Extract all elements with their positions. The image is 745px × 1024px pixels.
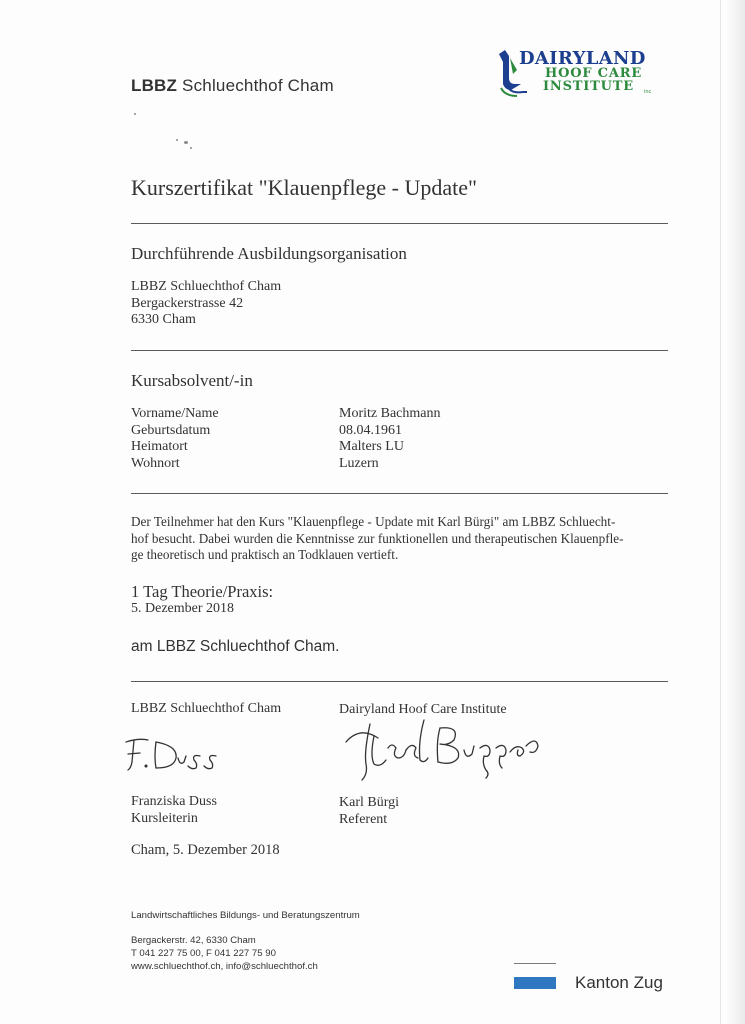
dairyland-logo: [497, 48, 657, 100]
field-value-birthdate: 08.04.1961: [339, 422, 402, 438]
description-line-1: Der Teilnehmer hat den Kurs "Klauenpflege - Update mit Karl Bürgi" am LBBZ Schluecht-: [131, 514, 616, 529]
field-label-birthdate: Geburtsdatum: [131, 422, 211, 438]
signature-duss: [118, 728, 228, 778]
canton-label: Kanton Zug: [575, 973, 663, 992]
description-line-2: hof besucht. Dabei wurden die Kenntnisse zur funktionellen und therapeutischen Klauenpfle-: [131, 530, 624, 546]
graduate-field-labels: [131, 406, 219, 472]
header-org-rest: Schluechthof Cham: [177, 76, 334, 95]
organisation-heading: Durchführende Ausbildungsorganisation: [131, 244, 407, 263]
logo-line-3: INSTITUTE: [543, 79, 634, 94]
divider: [131, 681, 668, 682]
field-value-hometown: Malters LU: [339, 439, 404, 454]
course-location: am LBBZ Schluechthof Cham.: [131, 638, 340, 655]
signature-left-org: LBBZ Schluechthof Cham: [131, 701, 282, 716]
signature-buergi: [340, 712, 550, 787]
signature-right-name: Karl Bürgi: [339, 795, 400, 810]
graduate-field-values: [339, 406, 440, 472]
paper-edge-line: [720, 0, 721, 1024]
organisation-street: Bergackerstrasse 42: [131, 295, 244, 311]
footer-web: www.schluechthof.ch, info@schluechthof.ch: [131, 961, 318, 972]
header-organisation: [131, 76, 334, 96]
field-label-hometown: Heimatort: [131, 439, 188, 454]
logo-line-1: DAIRYLAND: [519, 48, 646, 69]
divider: [131, 493, 668, 494]
logo-line-2: HOOF CARE: [545, 66, 643, 81]
scan-speck: [134, 113, 136, 115]
paper-edge-shadow: [723, 0, 745, 1024]
scan-speck: [190, 147, 192, 149]
footer-contact: [131, 934, 318, 973]
organisation-name: LBBZ Schluechthof Cham: [131, 279, 282, 294]
divider: [131, 223, 668, 224]
signature-right-role: Referent: [339, 811, 388, 827]
signature-left-block: [131, 794, 217, 827]
signature-right-org: Dairyland Hoof Care Institute: [339, 702, 507, 717]
logo-mark: inc: [644, 89, 652, 95]
course-duration: 1 Tag Theorie/Praxis:: [131, 582, 274, 601]
course-date: 5. Dezember 2018: [131, 601, 235, 616]
signature-left-name: Franziska Duss: [131, 794, 217, 809]
field-label-residence: Wohnort: [131, 455, 180, 471]
footer-phone: T 041 227 75 00, F 041 227 75 90: [131, 948, 276, 959]
scan-speck: [176, 139, 178, 141]
signature-left-role: Kursleiterin: [131, 810, 198, 826]
signature-right-block: [339, 795, 399, 828]
course-description: [131, 514, 671, 564]
organisation-city: 6330 Cham: [131, 312, 196, 327]
divider: [131, 350, 668, 351]
canton-flag-bar: [514, 977, 556, 989]
scan-speck: [184, 141, 188, 144]
field-value-residence: Luzern: [339, 455, 379, 471]
footer-organisation: Landwirtschaftliches Bildungs- und Beratungszentrum: [131, 910, 360, 921]
canton-rule: [514, 963, 556, 964]
field-label-name: Vorname/Name: [131, 406, 219, 421]
organisation-address: [131, 279, 281, 329]
footer-address: Bergackerstr. 42, 6330 Cham: [131, 935, 256, 946]
certificate-title: Kurszertifikat "Klauenpflege - Update": [131, 175, 477, 200]
field-value-name: Moritz Bachmann: [339, 406, 441, 421]
header-org-bold: LBBZ: [131, 76, 178, 95]
place-date: Cham, 5. Dezember 2018: [131, 842, 280, 858]
graduate-heading: Kursabsolvent/-in: [131, 371, 253, 390]
description-line-3: ge theoretisch und praktisch an Todklauen vertieft.: [131, 547, 399, 563]
